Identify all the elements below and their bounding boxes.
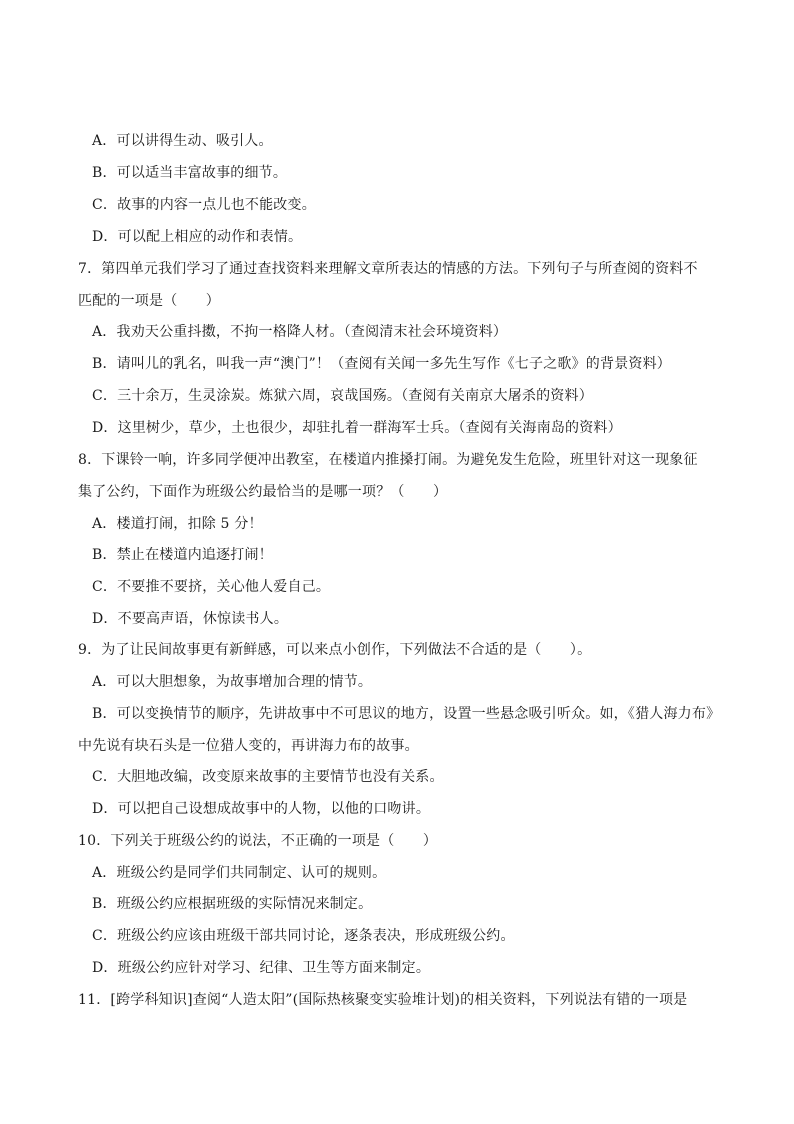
q9-option-d: D．可以把自己设想成故事中的人物，以他的口吻讲。 (92, 801, 431, 817)
q9-option-a: A．可以大胆想象，为故事增加合理的情节。 (92, 674, 373, 690)
q7-stem-line1: 7．第四单元我们学习了通过查找资料来理解文章所表达的情感的方法。下列句子与所查阅的资料不 (78, 261, 698, 277)
q10-option-d: D．班级公约应针对学习、纪律、卫生等方面来制定。 (92, 960, 431, 976)
q8-option-b: B．禁止在楼道内追逐打闹！ (92, 547, 273, 563)
q6-option-b: B．可以适当丰富故事的细节。 (92, 165, 288, 181)
q10-stem: 10．下列关于班级公约的说法，不正确的一项是（ ） (78, 833, 438, 849)
q8-stem-line1: 8．下课铃一响，许多同学便冲出教室，在楼道内推搡打闹。为避免发生危险，班里针对这一现象征 (78, 452, 698, 468)
q8-stem-line2: 集了公约，下面作为班级公约最恰当的是哪一项？（ ） (78, 484, 448, 500)
q6-option-d: D．可以配上相应的动作和表情。 (92, 229, 303, 245)
q9-option-b-line1: B．可以变换情节的顺序，先讲故事中不可思议的地方，设置一些悬念吸引听众。如，《猎人海力布》 (92, 706, 721, 722)
q9-stem: 9．为了让民间故事更有新鲜感，可以来点小创作，下列做法不合适的是（ ）。 (78, 642, 592, 658)
q10-option-a: A．班级公约是同学们共同制定、认可的规则。 (92, 865, 387, 881)
q7-stem-line2: 匹配的一项是（ ） (78, 293, 220, 309)
q9-option-b-line2: 中先说有块石头是一位猎人变的，再讲海力布的故事。 (78, 738, 419, 754)
q9-option-c: C．大胆地改编，改变原来故事的主要情节也没有关系。 (92, 769, 444, 785)
q10-option-b: B．班级公约应根据班级的实际情况来制定。 (92, 896, 373, 912)
q6-option-c: C．故事的内容一点儿也不能改变。 (92, 197, 316, 213)
q8-option-d: D．不要高声语，休惊读书人。 (92, 611, 289, 627)
q7-option-b: B．请叫儿的乳名，叫我一声“澳门”！（查阅有关闻一多先生写作《七子之歌》的背景资料） (92, 356, 672, 372)
q7-option-c: C．三十余万，生灵涂炭。炼狱六周，哀哉国殇。（查阅有关南京大屠杀的资料） (92, 388, 593, 404)
q7-option-d: D．这里树少，草少，土也很少，却驻扎着一群海军士兵。（查阅有关海南岛的资料） (92, 420, 622, 436)
q6-option-a: A．可以讲得生动、吸引人。 (92, 133, 273, 149)
q10-option-c: C．班级公约应该由班级干部共同讨论，逐条表决，形成班级公约。 (92, 928, 515, 944)
q8-option-a: A．楼道打闹，扣除 5 分！ (92, 516, 263, 532)
q11-stem-line1: 11．[跨学科知识]查阅“人造太阳”(国际热核聚变实验堆计划)的相关资料，下列说法有错的一项是 (78, 992, 688, 1008)
q7-option-a: A．我劝天公重抖擞，不拘一格降人材。（查阅清末社会环境资料） (92, 324, 508, 340)
q8-option-c: C．不要推不要挤，关心他人爱自己。 (92, 579, 331, 595)
